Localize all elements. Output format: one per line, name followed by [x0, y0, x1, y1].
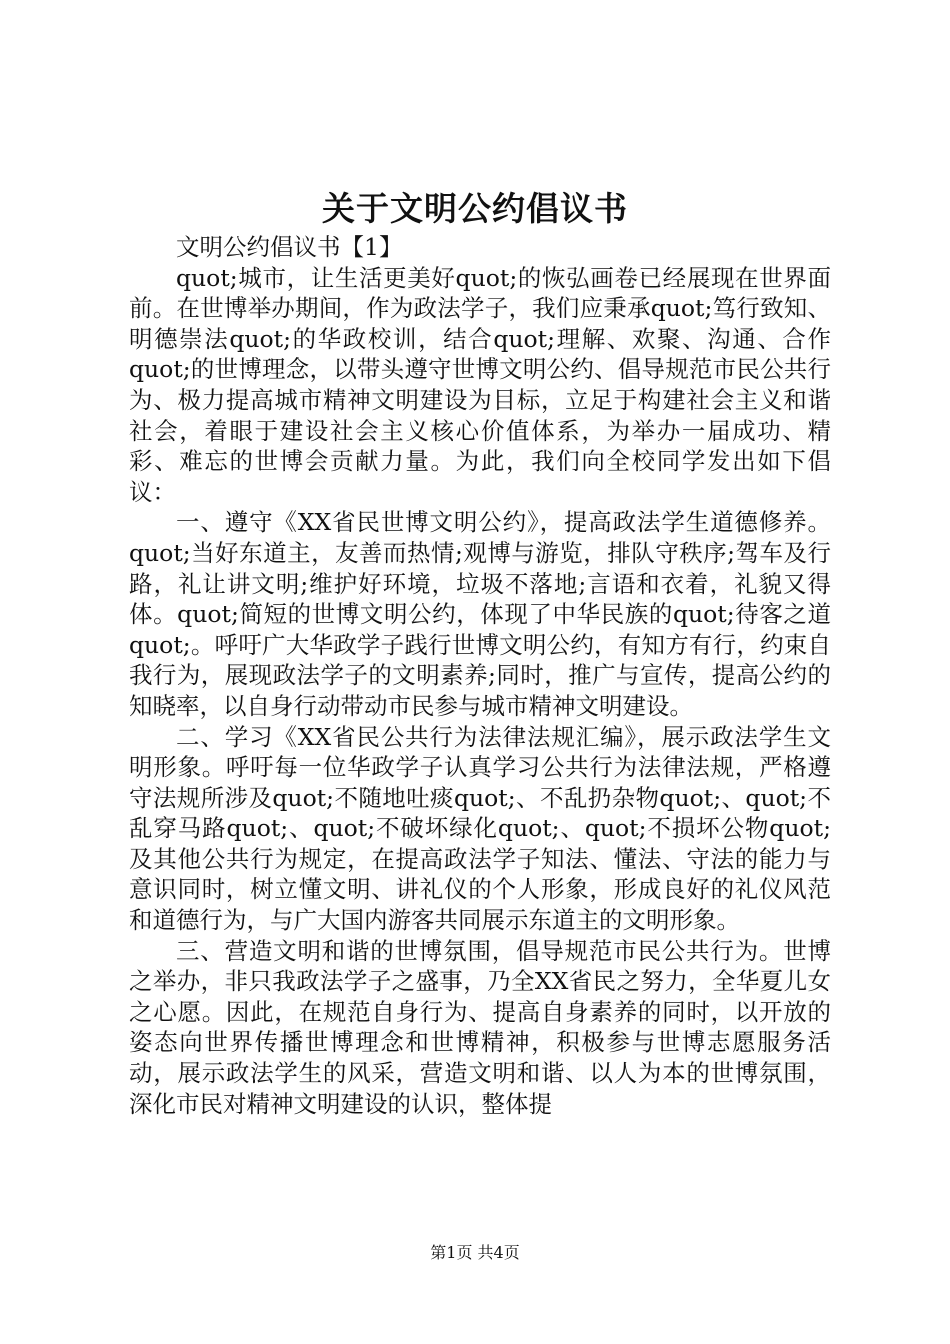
paragraph-item-3: 三、营造文明和谐的世博氛围，倡导规范市民公共行为。世博之举办，非只我政法学子之盛事，乃全XX省民之努力，全华夏儿女之心愿。因此，在规范自身行为、提高自身素养的同时，以开放的姿态向世界传播世博理念和世博精神，积极参与世博志愿服务活动，展示政法学生的风采，营造文明和谐、以人为本的世博氛围，深化市民对精神文明建设的认识，整体提: [129, 936, 831, 1118]
document-subtitle: 文明公约倡议书【1】: [176, 233, 403, 261]
document-body: [129, 232, 831, 1119]
paragraph-item-1: 一、遵守《XX省民世博文明公约》，提高政法学生道德修养。quot;当好东道主，友善而热情;观博与游览，排队守秩序;驾车及行路，礼让讲文明;维护好环境，垃圾不落地;言语和衣着，礼貌又得体。quot;简短的世博文明公约，体现了中华民族的quot;待客之道quot;。呼吁广大华政学子践行世博文明公约，有知方有行，约束自我行为，展现政法学子的文明素养;同时，推广与宣传，提高公约的知晓率，以自身行动带动市民参与城市精神文明建设。: [129, 508, 831, 720]
document-title: 关于文明公约倡议书: [322, 189, 628, 228]
paragraph-item-2: 二、学习《XX省民公共行为法律法规汇编》，展示政法学生文明形象。呼吁每一位华政学子认真学习公共行为法律法规，严格遵守法规所涉及quot;不随地吐痰quot;、不乱扔杂物quot;、quot;不乱穿马路quot;、quot;不破坏绿化quot;、quot;不损坏公物quot;及其他公共行为规定，在提高政法学子知法、懂法、守法的能力与意识同时，树立懂文明、讲礼仪的个人形象，形成良好的礼仪风范和道德行为，与广大国内游客共同展示东道主的文明形象。: [129, 722, 831, 935]
paragraph-intro: quot;城市，让生活更美好quot;的恢弘画卷已经展现在世界面前。在世博举办期间，作为政法学子，我们应秉承quot;笃行致知、明德崇法quot;的华政校训，结合quot;理解、欢聚、沟通、合作quot;的世博理念，以带头遵守世博文明公约、倡导规范市民公共行为、极力提高城市精神文明建设为目标，立足于构建社会主义和谐社会，着眼于建设社会主义核心价值体系，为举办一届成功、精彩、难忘的世博会贡献力量。为此，我们向全校同学发出如下倡议：: [129, 263, 831, 506]
page-footer: 第1页 共4页: [430, 1243, 520, 1262]
